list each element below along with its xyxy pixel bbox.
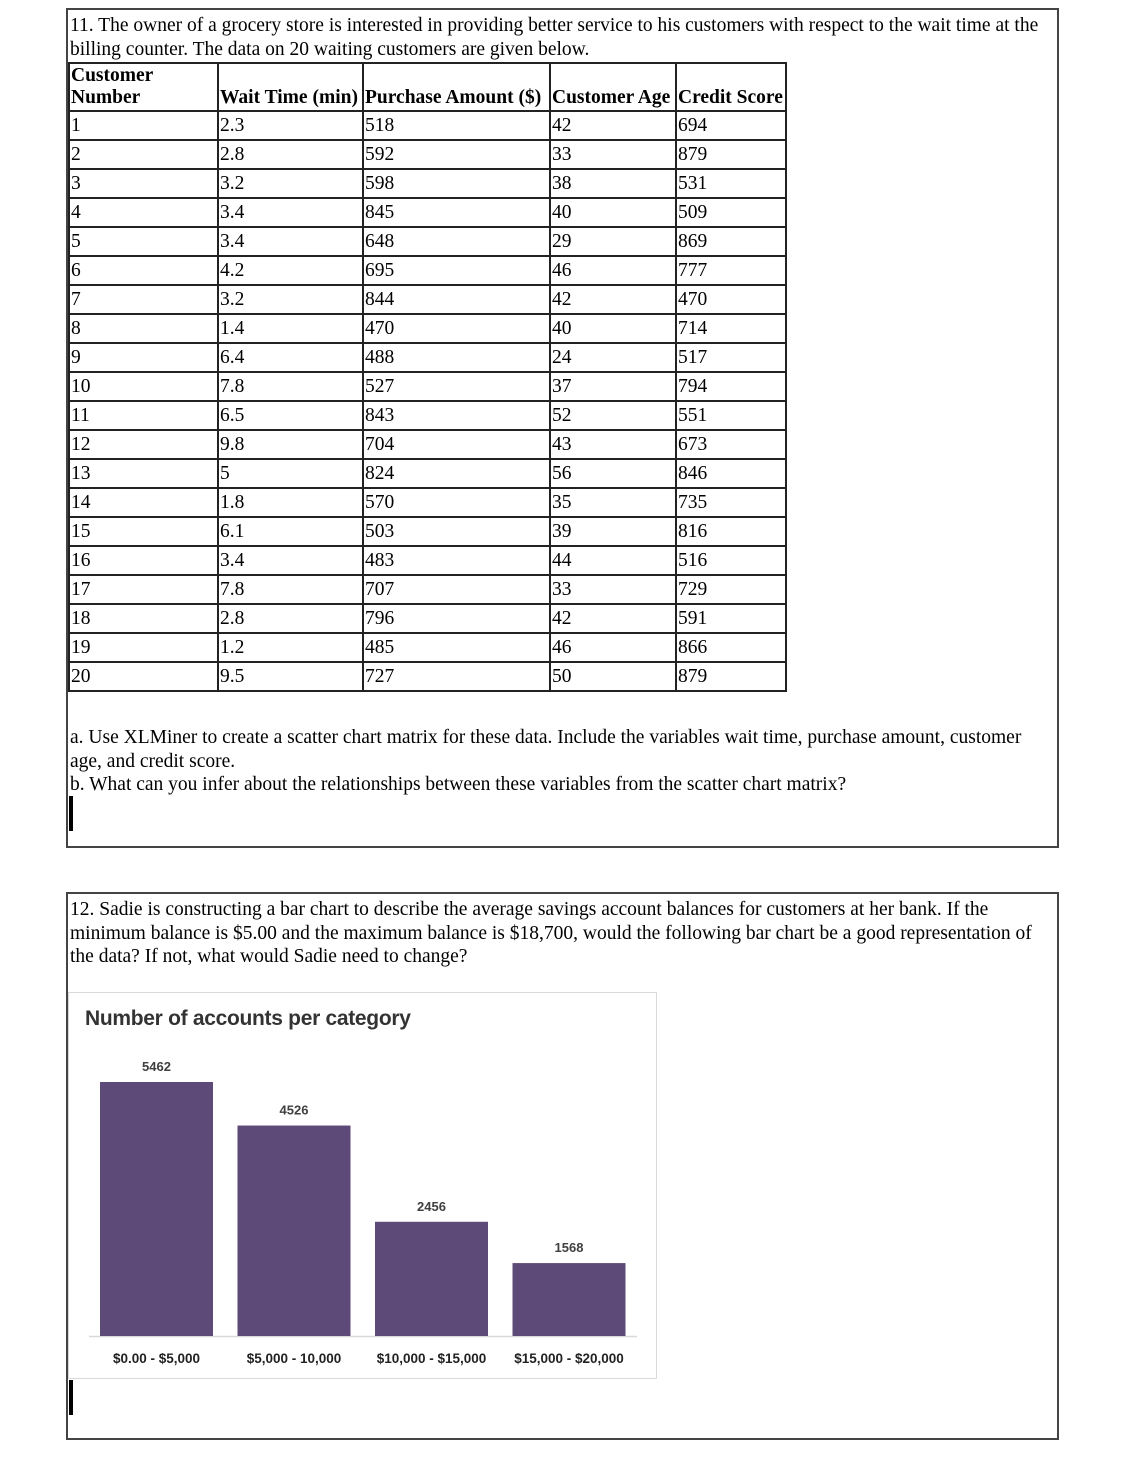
question-12-intro: 12. Sadie is constructing a bar chart to describe the average savings account balances for customers at her bank. If the minimum balance is $5.00 and the maximum balance is $18,700, would the following bar chart be a good representation of the data? If not, what would Sadie need to change? (70, 899, 1032, 967)
cell-customer-age: 24 (550, 343, 676, 372)
cell-credit-score: 879 (676, 140, 786, 169)
cell-customer-number: 9 (69, 343, 218, 372)
cell-purchase-amount: 518 (363, 111, 550, 140)
header-customer-age: Customer Age (550, 63, 676, 111)
bar-4 (513, 1263, 626, 1336)
cell-purchase-amount: 527 (363, 372, 550, 401)
header-customer-number: Customer Number (69, 63, 218, 111)
cell-wait-time: 1.2 (218, 633, 363, 662)
table-row (69, 198, 786, 227)
cell-wait-time: 9.8 (218, 430, 363, 459)
cell-customer-number: 5 (69, 227, 218, 256)
cell-customer-age: 50 (550, 662, 676, 691)
category-label-2: $5,000 - 10,000 (246, 1351, 342, 1366)
cell-purchase-amount: 483 (363, 546, 550, 575)
cell-customer-number: 2 (69, 140, 218, 169)
cell-customer-number: 1 (69, 111, 218, 140)
cell-customer-age: 33 (550, 575, 676, 604)
table-row (69, 285, 786, 314)
table-row (69, 140, 786, 169)
cell-credit-score: 516 (676, 546, 786, 575)
data-table (68, 62, 787, 692)
cell-purchase-amount: 488 (363, 343, 550, 372)
cell-purchase-amount: 695 (363, 256, 550, 285)
bar-1 (100, 1082, 213, 1336)
table-row (69, 517, 786, 546)
cell-wait-time: 9.5 (218, 662, 363, 691)
cell-credit-score: 879 (676, 662, 786, 691)
cell-wait-time: 4.2 (218, 256, 363, 285)
cell-customer-age: 33 (550, 140, 676, 169)
cell-wait-time: 1.4 (218, 314, 363, 343)
cell-purchase-amount: 727 (363, 662, 550, 691)
table-row (69, 604, 786, 633)
cell-purchase-amount: 470 (363, 314, 550, 343)
cell-wait-time: 7.8 (218, 372, 363, 401)
cell-credit-score: 816 (676, 517, 786, 546)
cell-wait-time: 6.4 (218, 343, 363, 372)
table-row (69, 401, 786, 430)
cell-credit-score: 517 (676, 343, 786, 372)
data-label-2: 4526 (279, 1102, 309, 1118)
table-row (69, 662, 786, 691)
cell-customer-number: 7 (69, 285, 218, 314)
cell-credit-score: 714 (676, 314, 786, 343)
cell-purchase-amount: 592 (363, 140, 550, 169)
cell-purchase-amount: 485 (363, 633, 550, 662)
table-row (69, 111, 786, 140)
cell-wait-time: 7.8 (218, 575, 363, 604)
chart-canvas (69, 993, 656, 1378)
bar-chart (68, 992, 657, 1379)
cell-wait-time: 6.5 (218, 401, 363, 430)
cell-customer-age: 52 (550, 401, 676, 430)
question-11-intro: 11. The owner of a grocery store is interested in providing better service to his customers with respect to the wait time at the billing counter. The data on 20 waiting customers are given below. (70, 15, 1039, 60)
cell-customer-number: 10 (69, 372, 218, 401)
cell-customer-age: 39 (550, 517, 676, 546)
cell-customer-age: 42 (550, 285, 676, 314)
question-11-parts (70, 726, 1053, 797)
cell-purchase-amount: 843 (363, 401, 550, 430)
cell-customer-number: 20 (69, 662, 218, 691)
cell-customer-age: 42 (550, 111, 676, 140)
part-b-text: b. What can you infer about the relationships between these variables from the scatter chart matrix? (70, 774, 847, 795)
cell-credit-score: 551 (676, 401, 786, 430)
cell-purchase-amount: 704 (363, 430, 550, 459)
cell-customer-age: 38 (550, 169, 676, 198)
cell-credit-score: 729 (676, 575, 786, 604)
cell-wait-time: 3.4 (218, 546, 363, 575)
cell-credit-score: 869 (676, 227, 786, 256)
cell-customer-age: 42 (550, 604, 676, 633)
table-row (69, 314, 786, 343)
cell-customer-age: 44 (550, 546, 676, 575)
category-label-3: $10,000 - $15,000 (376, 1351, 487, 1366)
cell-purchase-amount: 707 (363, 575, 550, 604)
header-wait-time: Wait Time (min) (218, 63, 363, 111)
cell-wait-time: 3.2 (218, 169, 363, 198)
part-a-text: a. Use XLMiner to create a scatter chart matrix for these data. Include the variables wait time, purchase amount, customer age, and credit score. (70, 727, 1022, 772)
data-label-4: 1568 (554, 1240, 584, 1256)
cell-customer-number: 19 (69, 633, 218, 662)
cell-wait-time: 2.8 (218, 604, 363, 633)
cell-credit-score: 777 (676, 256, 786, 285)
cell-purchase-amount: 845 (363, 198, 550, 227)
cell-purchase-amount: 844 (363, 285, 550, 314)
cell-customer-age: 35 (550, 488, 676, 517)
cell-credit-score: 794 (676, 372, 786, 401)
cell-wait-time: 5 (218, 459, 363, 488)
cell-wait-time: 3.4 (218, 198, 363, 227)
cell-customer-age: 56 (550, 459, 676, 488)
table-row (69, 227, 786, 256)
table-row (69, 169, 786, 198)
table-header-row (69, 63, 786, 111)
cell-customer-number: 16 (69, 546, 218, 575)
cell-wait-time: 1.8 (218, 488, 363, 517)
cell-customer-number: 11 (69, 401, 218, 430)
cell-customer-number: 14 (69, 488, 218, 517)
cell-purchase-amount: 796 (363, 604, 550, 633)
cell-customer-age: 29 (550, 227, 676, 256)
table-row (69, 256, 786, 285)
table-row (69, 343, 786, 372)
cell-wait-time: 2.3 (218, 111, 363, 140)
question-12-box (66, 892, 1059, 1440)
cell-customer-age: 40 (550, 198, 676, 227)
cell-credit-score: 673 (676, 430, 786, 459)
cell-credit-score: 591 (676, 604, 786, 633)
cell-customer-age: 37 (550, 372, 676, 401)
cell-customer-number: 8 (69, 314, 218, 343)
question-11-box (66, 8, 1059, 848)
cell-customer-number: 6 (69, 256, 218, 285)
answer-text-cursor[interactable] (69, 796, 73, 831)
cell-wait-time: 3.2 (218, 285, 363, 314)
cell-customer-number: 18 (69, 604, 218, 633)
cell-purchase-amount: 648 (363, 227, 550, 256)
bar-2 (238, 1126, 351, 1336)
cell-credit-score: 735 (676, 488, 786, 517)
category-label-4: $15,000 - $20,000 (514, 1351, 624, 1366)
cell-wait-time: 3.4 (218, 227, 363, 256)
cell-credit-score: 470 (676, 285, 786, 314)
cell-purchase-amount: 598 (363, 169, 550, 198)
cell-customer-number: 15 (69, 517, 218, 546)
cell-wait-time: 2.8 (218, 140, 363, 169)
cell-customer-age: 46 (550, 256, 676, 285)
cell-credit-score: 866 (676, 633, 786, 662)
cell-credit-score: 694 (676, 111, 786, 140)
cell-purchase-amount: 570 (363, 488, 550, 517)
answer-text-cursor-2[interactable] (69, 1380, 73, 1415)
table-row (69, 459, 786, 488)
bar-3 (375, 1222, 488, 1336)
cell-wait-time: 6.1 (218, 517, 363, 546)
cell-customer-number: 12 (69, 430, 218, 459)
cell-purchase-amount: 824 (363, 459, 550, 488)
cell-customer-age: 46 (550, 633, 676, 662)
table-row (69, 372, 786, 401)
table-row (69, 633, 786, 662)
cell-customer-age: 40 (550, 314, 676, 343)
table-row (69, 488, 786, 517)
cell-credit-score: 531 (676, 169, 786, 198)
cell-purchase-amount: 503 (363, 517, 550, 546)
table-body (69, 111, 786, 691)
category-label-1: $0.00 - $5,000 (112, 1351, 201, 1366)
cell-credit-score: 846 (676, 459, 786, 488)
data-label-1: 5462 (142, 1059, 171, 1074)
table-row (69, 546, 786, 575)
header-purchase-amount: Purchase Amount ($) (363, 63, 550, 111)
cell-customer-number: 4 (69, 198, 218, 227)
cell-customer-age: 43 (550, 430, 676, 459)
table-row (69, 575, 786, 604)
cell-customer-number: 3 (69, 169, 218, 198)
cell-customer-number: 13 (69, 459, 218, 488)
cell-credit-score: 509 (676, 198, 786, 227)
table-row (69, 430, 786, 459)
chart-title: Number of accounts per category (85, 1007, 411, 1030)
header-credit-score: Credit Score (676, 63, 786, 111)
data-label-3: 2456 (417, 1198, 446, 1214)
cell-customer-number: 17 (69, 575, 218, 604)
